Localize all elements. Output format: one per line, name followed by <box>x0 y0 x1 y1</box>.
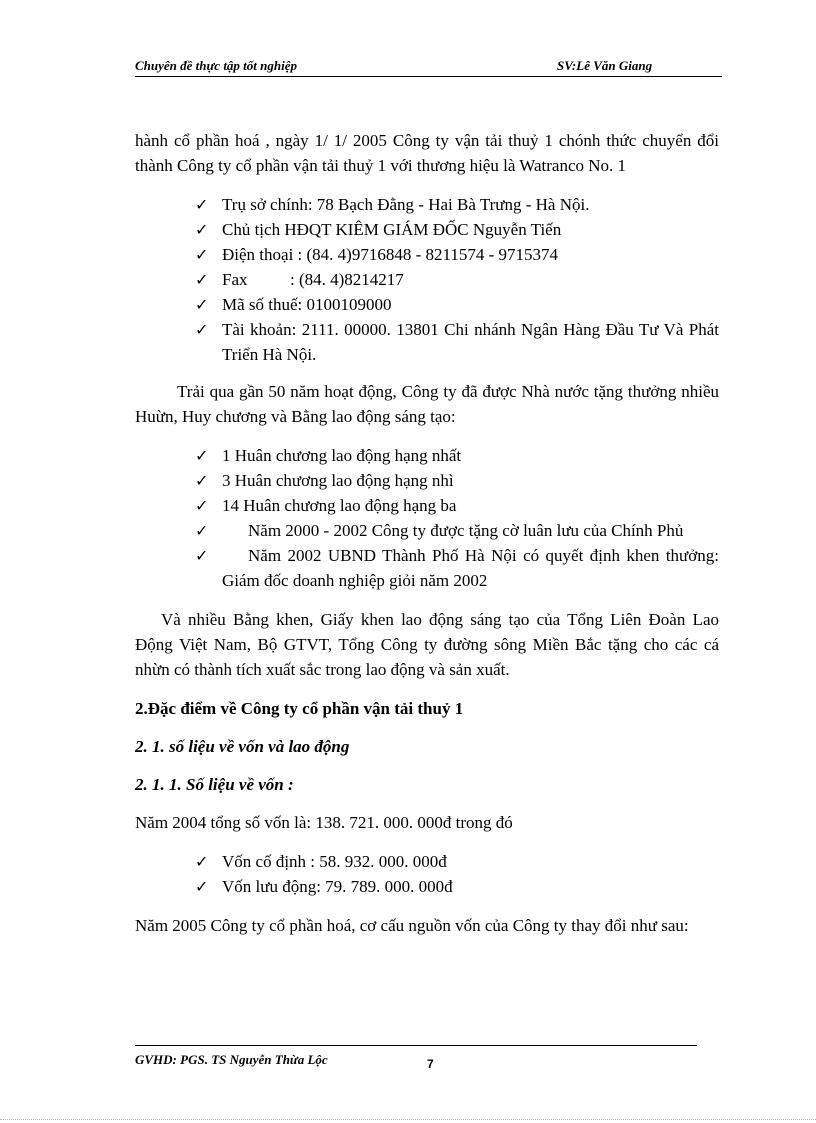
check-icon: ✓ <box>195 220 209 239</box>
list-item: ✓ 3 Huân chương lao động hạng nhì <box>135 468 719 493</box>
check-icon: ✓ <box>195 295 209 314</box>
check-icon: ✓ <box>195 852 209 871</box>
page-number: 7 <box>427 1057 434 1071</box>
paragraph-commendations: Và nhiều Bằng khen, Giấy khen lao động sáng tạo của Tổng Liên Đoàn Lao Động Việt Nam, Bộ GTVT, Tổng Công ty đường sông Miền Bắc tặng cho các cá nhừn có thành tích xuất sắc trong lao động và sản xuất. <box>135 610 719 679</box>
page-header <box>135 56 722 77</box>
list-item: ✓ Năm 2000 - 2002 Công ty được tặng cờ luân lưu của Chính Phủ <box>135 518 719 543</box>
list-item: ✓ 1 Huân chương lao động hạng nhất <box>135 443 719 468</box>
list-item: ✓ Tài khoản: 2111. 00000. 13801 Chi nhánh Ngân Hàng Đầu Tư Và Phát Triển Hà Nội. <box>135 317 719 367</box>
paragraph-capital-2005: Năm 2005 Công ty cổ phần hoá, cơ cấu nguồn vốn của Công ty thay đổi như sau: <box>135 916 689 935</box>
check-icon: ✓ <box>195 245 209 264</box>
company-info-list <box>135 192 719 367</box>
paragraph-intro: hành cổ phần hoá , ngày 1/ 1/ 2005 Công ty vận tải thuỷ 1 chónh thức chuyển đổi thành Công ty cổ phần vận tải thuỷ 1 với thương hiệu là Watranco No. 1 <box>135 131 719 175</box>
paragraph-awards: Trải qua gần 50 năm hoạt động, Công ty đã được Nhà nước tặng thưởng nhiều Huừn, Huy chương và Bằng lao động sáng tạo: <box>135 382 719 426</box>
footer-divider <box>135 1045 697 1046</box>
list-item: ✓ Fax : (84. 4)8214217 <box>135 267 719 292</box>
check-icon: ✓ <box>195 546 209 565</box>
check-icon: ✓ <box>195 496 209 515</box>
list-item: ✓ Trụ sở chính: 78 Bạch Đằng - Hai Bà Trưng - Hà Nội. <box>135 192 719 217</box>
list-item: ✓ Năm 2002 UBND Thành Phố Hà Nội có quyết định khen thưởng: Giám đốc doanh nghiệp giỏi năm 2002 <box>135 543 719 593</box>
list-item: ✓ Điện thoại : (84. 4)9716848 - 8211574 - 9715374 <box>135 242 719 267</box>
page-edge-divider <box>0 1119 816 1120</box>
check-icon: ✓ <box>195 521 209 540</box>
subsubsection-heading: 2. 1. 1. Số liệu về vốn : <box>135 775 294 794</box>
subsection-heading: 2. 1. số liệu về vốn và lao động <box>135 737 350 756</box>
list-item: ✓ 14 Huân chương lao động hạng ba <box>135 493 719 518</box>
list-item: ✓ Vốn cố định : 58. 932. 000. 000đ <box>135 849 719 874</box>
capital-list <box>135 849 719 899</box>
check-icon: ✓ <box>195 270 209 289</box>
page-content <box>135 128 719 938</box>
check-icon: ✓ <box>195 877 209 896</box>
paragraph-capital-2004: Năm 2004 tổng số vốn là: 138. 721. 000. 000đ trong đó <box>135 813 513 832</box>
check-icon: ✓ <box>195 446 209 465</box>
list-item: ✓ Vốn lưu động: 79. 789. 000. 000đ <box>135 874 719 899</box>
header-author: SV:Lê Văn Giang <box>557 58 653 73</box>
footer-supervisor: GVHD: PGS. TS Nguyễn Thừa Lộc <box>135 1052 328 1067</box>
check-icon: ✓ <box>195 195 209 214</box>
list-item: ✓ Chủ tịch HĐQT KIÊM GIÁM ĐỐC Nguyễn Tiến <box>135 217 719 242</box>
awards-list <box>135 443 719 593</box>
header-title: Chuyên đề thực tập tốt nghiệp <box>135 58 297 73</box>
check-icon: ✓ <box>195 320 209 339</box>
section-heading: 2.Đặc điểm về Công ty cổ phần vận tải thuỷ 1 <box>135 699 464 718</box>
list-item: ✓ Mã số thuế: 0100109000 <box>135 292 719 317</box>
check-icon: ✓ <box>195 471 209 490</box>
